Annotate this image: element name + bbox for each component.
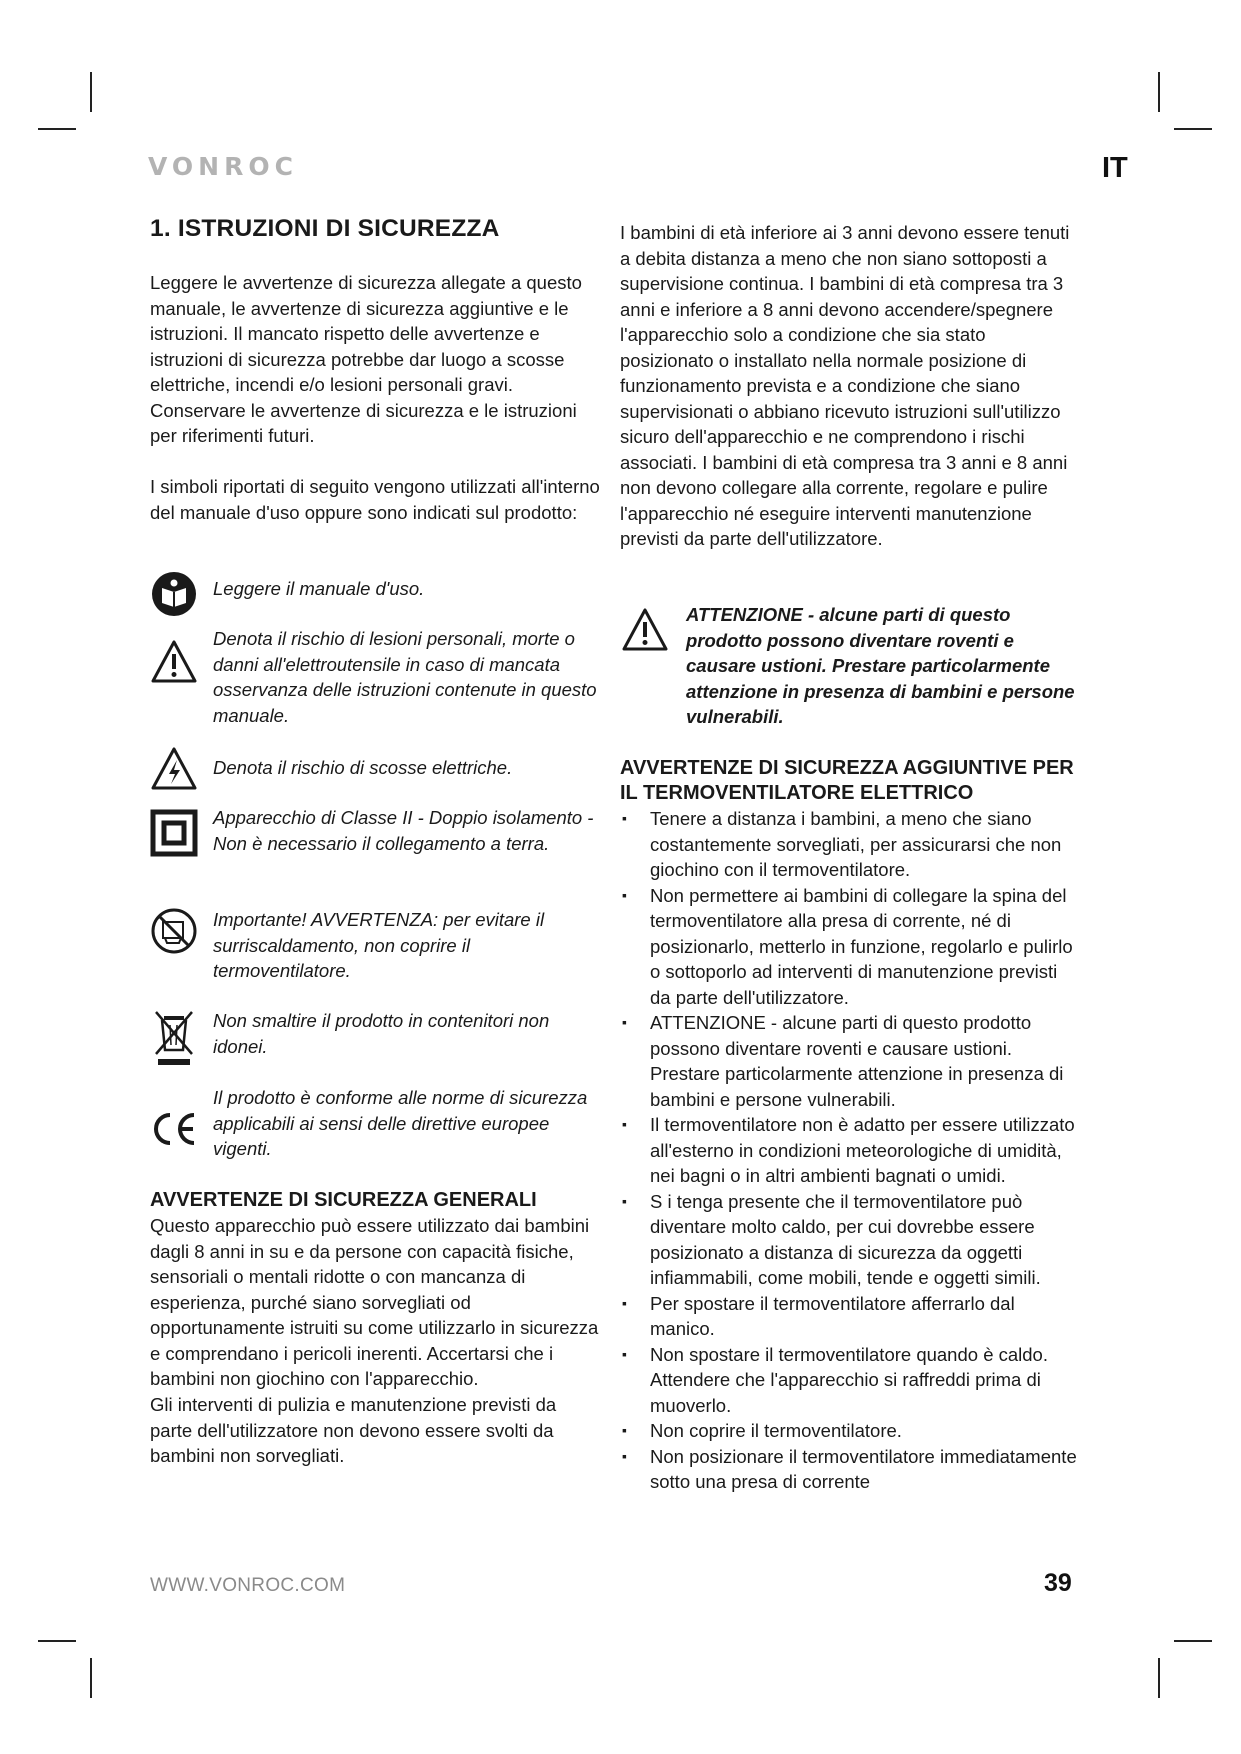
warning-triangle-icon (150, 638, 198, 686)
children-paragraph: I bambini di età inferiore ai 3 anni devono essere tenuti a debita distanza a meno che non siano sottoposti a supervisione continua. I bambini di età compresa tra 3 anni e inferiore a 8 anni devono accendere/spegnere l'apparecchio solo a condizione che sia stato posizionato o installato nella normale posizione di funzionamento prevista e a condizione che siano supervisionati o abbiano ricevuto istruzioni sull'utilizzo sicuro dell'apparecchio e ne comprendono i rischi associati. I bambini di età compresa tra 3 anni e 8 anni non devono collegare alla corrente, regolare e pulire l'apparecchio né eseguire interventi manutenzione previsti da parte dell'utilizzatore. (620, 222, 1070, 549)
symbol-text: Denota il rischio di lesioni personali, morte o danni all'elettroutensile in caso di mancata osservanza delle istruzioni contenute in questo manuale. (213, 628, 597, 726)
symbol-text: Leggere il manuale d'uso. (213, 578, 425, 599)
general-warnings-text: Questo apparecchio può essere utilizzato dai bambini dagli 8 anni in su e da persone con capacità fisiche, sensoriali o mentali ridotte o con mancanza di esperienza, purché siano sorvegliati od opportunamente istruiti su come utilizzarlo in sicurezza e comprendano i pericoli inerenti. Accertarsi che i bambini non giochino con l'apparecchio. (150, 1215, 599, 1389)
section-title: 1. ISTRUZIONI DI SICUREZZA (150, 215, 500, 242)
crop-mark (1158, 72, 1160, 112)
crop-mark (90, 1658, 92, 1698)
intro-paragraph: Leggere le avvertenze di sicurezza allegate a questo manuale, le avvertenze di sicurezza aggiuntive e le istruzioni. Il mancato rispetto delle avvertenze e istruzioni di sicurezza potrebbe dar luogo a scosse elettriche, incendi e/o lesioni personali gravi. Conservare le avvertenze di sicurezza e le istruzioni per riferimenti futuri. (150, 272, 582, 446)
double-insulation-icon (150, 809, 198, 857)
page-number: 39 (1044, 1569, 1072, 1597)
crop-mark (38, 128, 76, 130)
symbol-text: Denota il rischio di scosse elettriche. (213, 757, 513, 778)
list-item: ▪ Non permettere ai bambini di collegare la spina del termoventilatore alla presa di corrente, né di posizionarlo, metterlo in funzione, regolarlo e pulirlo o sottoporlo ad interventi di manutenzione previsti da parte dell'utilizzatore. (620, 883, 1080, 1011)
additional-warnings-heading: AVVERTENZE DI SICUREZZA AGGIUNTIVE PER IL TERMOVENTILATORE ELETTRICO (620, 757, 1074, 804)
symbol-text: Importante! AVVERTENZA: per evitare il surriscaldamento, non coprire il termoventilatore. (213, 909, 545, 981)
list-item: ▪ Il termoventilatore non è adatto per essere utilizzato all'esterno in condizioni meteorologiche di umidità, nei bagni o in altri ambienti bagnati o umidi. (620, 1112, 1080, 1189)
general-warnings-heading: AVVERTENZE DI SICUREZZA GENERALI (150, 1189, 537, 1211)
list-item: ▪ Non spostare il termoventilatore quando è caldo. Attendere che l'apparecchio si raffreddi prima di muoverlo. (620, 1342, 1080, 1419)
list-item: ▪ Non posizionare il termoventilatore immediatamente sotto una presa di corrente (620, 1444, 1080, 1495)
website-url: WWW.VONROC.COM (150, 1575, 346, 1596)
list-item: ▪ Non coprire il termoventilatore. (620, 1418, 1080, 1444)
attention-text: ATTENZIONE - alcune parti di questo prodotto possono diventare roventi e causare ustioni. Prestare particolarmente attenzione in presenza di bambini e persone vulnerabili. (686, 604, 1075, 727)
list-item: ▪ ATTENZIONE - alcune parti di questo prodotto possono diventare roventi e causare ustioni. Prestare particolarmente attenzione in presenza di bambini e persone vulnerabili. (620, 1010, 1080, 1112)
crop-mark (90, 72, 92, 112)
list-item: ▪ Tenere a distanza i bambini, a meno che siano costantemente sorvegliati, per assicurarsi che non giochino con il termoventilatore. (620, 806, 1080, 883)
crop-mark (1158, 1658, 1160, 1698)
crop-mark (38, 1640, 76, 1642)
list-item: ▪ S i tenga presente che il termoventilatore può diventare molto caldo, per cui dovrebbe essere posizionato a distanza di sicurezza da oggetti infiammabili, come mobili, tende e oggetti simili. (620, 1189, 1080, 1291)
additional-warnings-list (620, 806, 1080, 1495)
ce-mark-icon (150, 1105, 198, 1153)
crop-mark (1174, 128, 1212, 130)
list-item: ▪ Per spostare il termoventilatore afferrarlo dal manico. (620, 1291, 1080, 1342)
read-manual-icon (150, 570, 198, 618)
general-warnings-text-2: Gli interventi di pulizia e manutenzione previsti da parte dell'utilizzatore non devono essere svolti da bambini non sorvegliati. (150, 1394, 557, 1466)
weee-bin-icon (150, 1008, 198, 1068)
brand-logo: VONROC (148, 152, 298, 181)
symbol-text: Non smaltire il prodotto in contenitori non idonei. (213, 1010, 550, 1057)
language-label: IT (1102, 152, 1128, 184)
electric-shock-icon (150, 745, 198, 793)
symbol-text: Il prodotto è conforme alle norme di sicurezza applicabili ai sensi delle direttive europee vigenti. (213, 1087, 588, 1159)
symbols-intro: I simboli riportati di seguito vengono utilizzati all'interno del manuale d'uso oppure sono indicati sul prodotto: (150, 476, 600, 523)
warning-triangle-icon (620, 606, 670, 654)
crop-mark (1174, 1640, 1212, 1642)
do-not-cover-icon (150, 907, 198, 955)
symbol-text: Apparecchio di Classe II - Doppio isolamento - Non è necessario il collegamento a terra. (213, 807, 594, 854)
